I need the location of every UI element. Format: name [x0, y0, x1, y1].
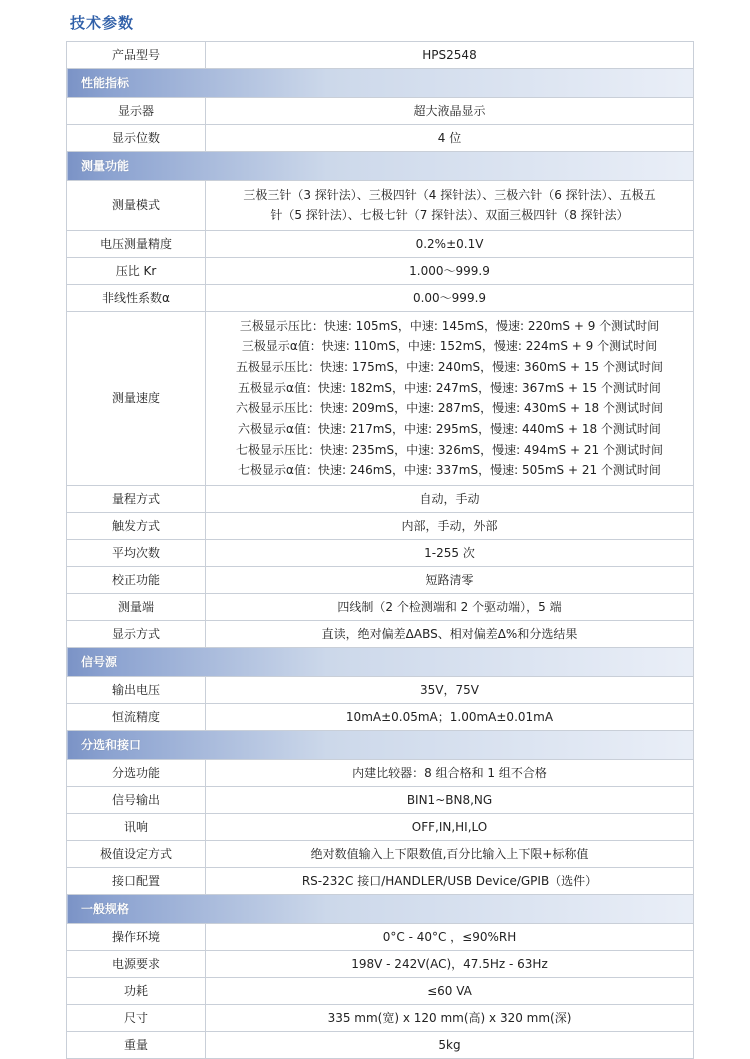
- row-label-cell: 压比 Kr: [67, 257, 206, 284]
- table-row: [67, 867, 694, 894]
- specifications-table: [66, 41, 694, 1059]
- row-value-cell: 1.000～999.9: [206, 257, 694, 284]
- row-value-cell: 5kg: [206, 1031, 694, 1058]
- row-value-cell: 10mA±0.05mA；1.00mA±0.01mA: [206, 703, 694, 730]
- measurement-speed-list: [212, 316, 687, 481]
- row-label-cell: 重量: [67, 1031, 206, 1058]
- table-section-row: [67, 894, 694, 923]
- row-label-cell: 校正功能: [67, 566, 206, 593]
- page-title: 技术参数: [70, 14, 135, 32]
- speed-line: 七极显示α值：快速: 246mS，中速: 337mS，慢速: 505mS + 21 个测试时间: [238, 463, 661, 478]
- row-label-cell: 尺寸: [67, 1004, 206, 1031]
- text-line: 针（5 探针法）、七极七针（7 探针法）、双面三极四针（8 探针法）: [270, 208, 629, 223]
- row-label-cell: 极值设定方式: [67, 840, 206, 867]
- row-label-cell: 测量模式: [67, 181, 206, 231]
- row-label-cell: 操作环境: [67, 923, 206, 950]
- row-value-cell: 超大液晶显示: [206, 98, 694, 125]
- row-value-cell: 4 位: [206, 125, 694, 152]
- row-label-cell: 非线性系数α: [67, 284, 206, 311]
- table-row: [67, 923, 694, 950]
- specifications-table-body: [67, 42, 694, 1059]
- row-value-cell: 绝对数值输入上下限数值,百分比输入上下限+标称值: [206, 840, 694, 867]
- table-row: [67, 566, 694, 593]
- row-label-cell: 分选功能: [67, 759, 206, 786]
- speed-line: 七极显示压比：快速: 235mS，中速: 326mS，慢速: 494mS + 21 个测试时间: [236, 442, 663, 457]
- row-label-cell: 触发方式: [67, 512, 206, 539]
- row-value-cell: 自动，手动: [206, 485, 694, 512]
- table-row: [67, 125, 694, 152]
- table-section-row: [67, 69, 694, 98]
- table-row: [67, 42, 694, 69]
- row-value-cell: ≤60 VA: [206, 977, 694, 1004]
- table-row: [67, 977, 694, 1004]
- section-header-label: 分选和接口: [81, 737, 142, 752]
- table-row: [67, 1004, 694, 1031]
- row-value-cell: 1-255 次: [206, 539, 694, 566]
- row-label-cell: 量程方式: [67, 485, 206, 512]
- row-value-cell: 内建比较器：8 组合格和 1 组不合格: [206, 759, 694, 786]
- row-value-cell: 直读，绝对偏差ΔABS、相对偏差Δ%和分选结果: [206, 620, 694, 647]
- row-label-cell: 恒流精度: [67, 703, 206, 730]
- table-row: [67, 840, 694, 867]
- table-row: [67, 284, 694, 311]
- speed-line: 三极显示压比：快速: 105mS，中速: 145mS，慢速: 220mS + 9 个测试时间: [239, 318, 660, 333]
- table-row: [67, 786, 694, 813]
- table-section-row: [67, 152, 694, 181]
- section-header-cell: [67, 894, 694, 923]
- speed-line: 五极显示压比：快速: 175mS，中速: 240mS，慢速: 360mS + 15 个测试时间: [236, 360, 663, 375]
- row-label-cell: 测量速度: [67, 311, 206, 485]
- row-value-cell: [206, 311, 694, 485]
- table-row: [67, 813, 694, 840]
- table-row: [67, 620, 694, 647]
- table-row: [67, 539, 694, 566]
- table-row: [67, 593, 694, 620]
- row-label-cell: 信号输出: [67, 786, 206, 813]
- speed-line: 六极显示α值：快速: 217mS，中速: 295mS，慢速: 440mS + 18 个测试时间: [238, 421, 661, 436]
- row-value-cell: HPS2548: [206, 42, 694, 69]
- table-section-row: [67, 730, 694, 759]
- section-header-cell: [67, 647, 694, 676]
- row-label-cell: 接口配置: [67, 867, 206, 894]
- row-value-cell: OFF,IN,HI,LO: [206, 813, 694, 840]
- row-value-cell: 四线制（2 个检测端和 2 个驱动端），5 端: [206, 593, 694, 620]
- table-row: [67, 1031, 694, 1058]
- speed-line: 五极显示α值：快速: 182mS，中速: 247mS，慢速: 367mS + 15 个测试时间: [238, 380, 661, 395]
- row-label-cell: 显示位数: [67, 125, 206, 152]
- section-header-label: 一般规格: [81, 901, 130, 916]
- row-label-cell: 输出电压: [67, 676, 206, 703]
- row-label-cell: 电压测量精度: [67, 230, 206, 257]
- table-section-row: [67, 647, 694, 676]
- table-row: [67, 311, 694, 485]
- section-header-label: 测量功能: [81, 159, 130, 173]
- table-row: [67, 676, 694, 703]
- table-row: [67, 98, 694, 125]
- table-row: [67, 485, 694, 512]
- table-row: [67, 759, 694, 786]
- table-row: [67, 257, 694, 284]
- row-value-cell: 335 mm(宽) x 120 mm(高) x 320 mm(深): [206, 1004, 694, 1031]
- row-value-cell: [206, 181, 694, 231]
- spec-sheet-page: [28, 0, 722, 1052]
- measurement-mode-text: [212, 185, 687, 226]
- section-header-cell: [67, 152, 694, 181]
- table-row: [67, 950, 694, 977]
- section-header-cell: [67, 730, 694, 759]
- row-label-cell: 讯响: [67, 813, 206, 840]
- speed-line: 六极显示压比：快速: 209mS，中速: 287mS，慢速: 430mS + 18 个测试时间: [236, 401, 663, 416]
- row-value-cell: BIN1~BN8,NG: [206, 786, 694, 813]
- section-header-label: 信号源: [81, 654, 118, 669]
- row-label-cell: 产品型号: [67, 42, 206, 69]
- row-label-cell: 平均次数: [67, 539, 206, 566]
- row-label-cell: 显示方式: [67, 620, 206, 647]
- text-line: 三极三针（3 探针法）、三极四针（4 探针法）、三极六针（6 探针法）、五极五: [243, 188, 656, 202]
- row-value-cell: 短路清零: [206, 566, 694, 593]
- table-row: [67, 181, 694, 231]
- section-header-label: 性能指标: [81, 76, 130, 90]
- row-label-cell: 功耗: [67, 977, 206, 1004]
- row-value-cell: 0°C - 40°C ，≤90%RH: [206, 923, 694, 950]
- speed-line: 三极显示α值：快速: 110mS，中速: 152mS，慢速: 224mS + 9 个测试时间: [241, 339, 658, 354]
- row-value-cell: 0.2%±0.1V: [206, 230, 694, 257]
- row-label-cell: 显示器: [67, 98, 206, 125]
- row-value-cell: 0.00～999.9: [206, 284, 694, 311]
- table-row: [67, 703, 694, 730]
- section-header-cell: [67, 69, 694, 98]
- row-value-cell: RS-232C 接口/HANDLER/USB Device/GPIB（选件）: [206, 867, 694, 894]
- row-value-cell: 35V，75V: [206, 676, 694, 703]
- row-label-cell: 测量端: [67, 593, 206, 620]
- row-label-cell: 电源要求: [67, 950, 206, 977]
- row-value-cell: 198V - 242V(AC)，47.5Hz - 63Hz: [206, 950, 694, 977]
- table-row: [67, 230, 694, 257]
- row-value-cell: 内部，手动，外部: [206, 512, 694, 539]
- table-row: [67, 512, 694, 539]
